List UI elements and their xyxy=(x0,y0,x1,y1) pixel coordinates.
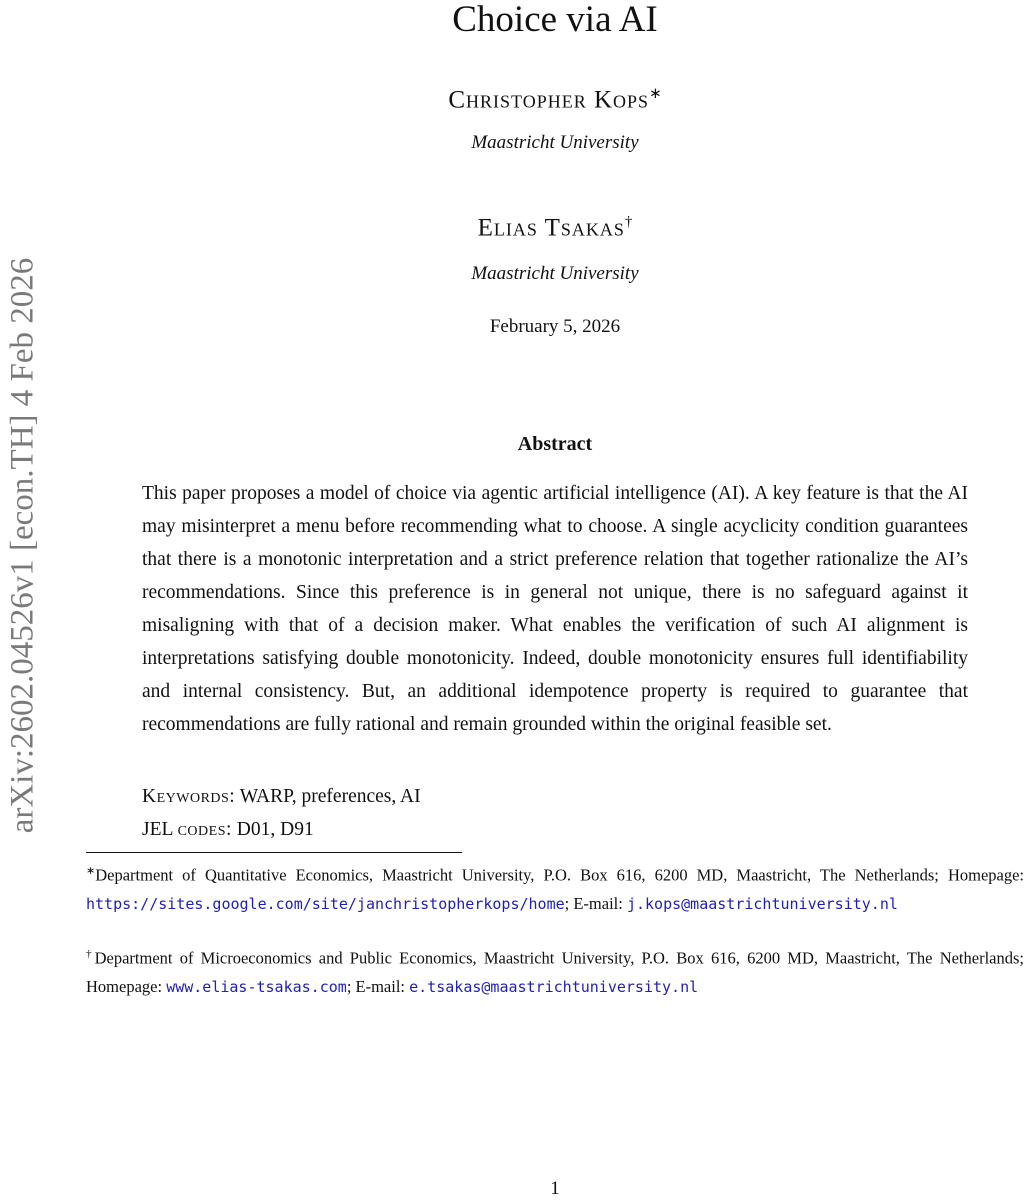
arxiv-identifier: arXiv:2602.04526v1 [econ.TH] 4 Feb 2026 xyxy=(4,257,41,833)
author-kops xyxy=(0,84,1024,114)
footnote-text: Department of Quantitative Economics, Maastricht University, P.O. Box 616, 6200 MD, Maastricht, The Netherlands; Homepage: xyxy=(95,865,1024,885)
author-footnote-mark: ∗ xyxy=(649,86,662,102)
abstract-text: This paper proposes a model of choice via agentic artificial intelligence (AI). A key feature is that the AI may misinterpret a menu before recommending what to choose. A single acyclicity condition guarantees that there is a monotonic interpretation and a strict preference relation that together rationalize the AI’s recommendations. Since this preference is in general not unique, there is no safeguard against it misaligning with that of a decision maker. What enables the verification of such AI alignment is interpretations satisfying double monotonicity. Indeed, double monotonicity ensures full identifiability and internal consistency. But, an additional idempotence property is required to guarantee that recommendations are fully rational and remain grounded within the original feasible set. xyxy=(142,483,968,735)
footnote-kops xyxy=(86,857,1024,918)
footnote-mark: † xyxy=(86,948,95,960)
author-name: Elias Tsakas xyxy=(477,214,625,242)
homepage-link-tsakas[interactable]: www.elias-tsakas.com xyxy=(166,977,347,996)
jel-line xyxy=(142,819,314,841)
email-label: ; E-mail: xyxy=(346,976,406,996)
footnote-tsakas xyxy=(86,940,1024,1001)
email-link-tsakas[interactable]: e.tsakas@maastrichtuniversity.nl xyxy=(409,977,699,996)
footnote-mark: ∗ xyxy=(86,865,96,877)
footnote-divider xyxy=(86,852,462,853)
affiliation-tsakas: Maastricht University xyxy=(471,263,639,284)
keywords-label: Keywords: xyxy=(142,786,236,807)
jel-label-codes: codes: xyxy=(177,819,232,840)
page-number: 1 xyxy=(550,1178,560,1199)
abstract-heading: Abstract xyxy=(517,433,593,455)
email-label: ; E-mail: xyxy=(564,893,623,913)
affiliation-kops: Maastricht University xyxy=(471,132,639,153)
author-name: Christopher Kops xyxy=(448,86,650,114)
keywords-value: WARP, preferences, AI xyxy=(239,786,421,807)
paper-title: Choice via AI xyxy=(452,0,658,40)
arxiv-side-stamp xyxy=(0,195,46,895)
email-link-kops[interactable]: j.kops@maastrichtuniversity.nl xyxy=(626,894,898,913)
keywords-line xyxy=(142,786,421,808)
author-footnote-mark: † xyxy=(624,214,633,230)
homepage-link-kops[interactable]: https://sites.google.com/site/janchristopherkops/home xyxy=(86,894,565,913)
publication-date: February 5, 2026 xyxy=(489,316,621,337)
jel-label: JEL xyxy=(142,819,173,840)
author-tsakas xyxy=(0,214,1024,242)
jel-value: D01, D91 xyxy=(236,819,314,840)
footnote-text: Department of Microeconomics and Public Economics, Maastricht University, P.O. Box 616, 6200 MD, Maastricht, The Netherlands; Homepage: xyxy=(86,948,1024,996)
